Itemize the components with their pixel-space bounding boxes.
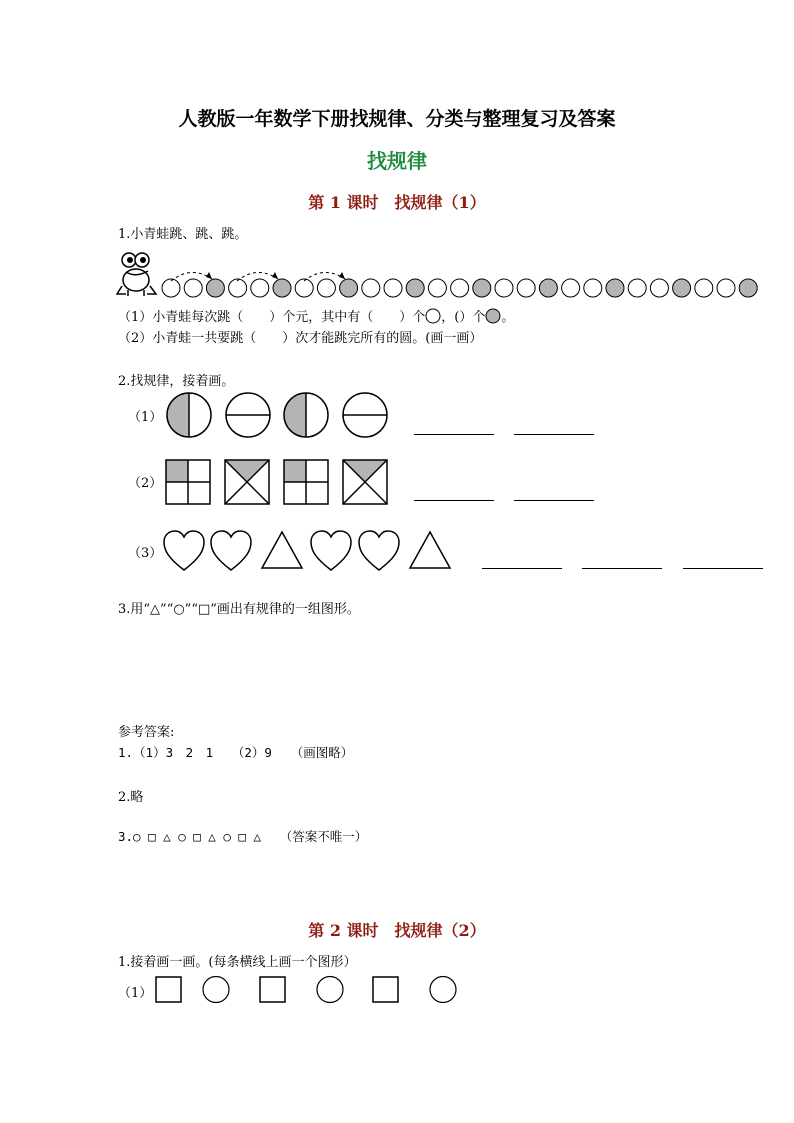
white-circle bbox=[184, 279, 202, 297]
white-circle bbox=[628, 279, 646, 297]
circle-icon bbox=[317, 977, 343, 1003]
white-circle bbox=[495, 279, 513, 297]
lesson-2-heading: 第 2 课时 找规律（2） bbox=[308, 921, 486, 940]
half-filled-circle-icon bbox=[284, 393, 328, 437]
gray-circle bbox=[606, 279, 624, 297]
row-2-label: （2） bbox=[128, 476, 163, 491]
heart-icon bbox=[359, 531, 399, 570]
white-circle bbox=[451, 279, 469, 297]
answer-line[interactable] bbox=[683, 568, 763, 569]
gray-circle-icon bbox=[485, 308, 501, 324]
answers-heading: 参考答案: bbox=[118, 725, 175, 740]
diagonal-square-icon bbox=[343, 460, 387, 504]
question-3-prompt: 3.用“△”“○”“□”画出有规律的一组图形。 bbox=[118, 602, 360, 617]
diagonal-square-icon bbox=[225, 460, 269, 504]
white-circle bbox=[362, 279, 380, 297]
heart-icon bbox=[164, 531, 204, 570]
question-2-prompt: 2.找规律，接着画。 bbox=[118, 374, 235, 389]
gray-circle bbox=[406, 279, 424, 297]
row-3-label: （3） bbox=[128, 546, 163, 561]
document-title: 人教版一年数学下册找规律、分类与整理复习及答案 bbox=[178, 108, 616, 130]
circle-row bbox=[0, 262, 794, 304]
question-1-sub-2: （2）小青蛙一共要跳（ ）次才能跳完所有的圆。(画一画） bbox=[118, 331, 483, 346]
white-circle bbox=[650, 279, 668, 297]
white-circle bbox=[695, 279, 713, 297]
square-icon bbox=[373, 977, 398, 1002]
pattern-row-2 bbox=[160, 456, 400, 508]
lesson-2-row-1-label: （1） bbox=[118, 986, 153, 1001]
answer-3: 3.○ □ △ ○ □ △ ○ □ △ （答案不唯一） bbox=[118, 829, 368, 844]
white-circle bbox=[717, 279, 735, 297]
square-icon bbox=[260, 977, 285, 1002]
row-1-label: （1） bbox=[128, 410, 163, 425]
white-circle bbox=[517, 279, 535, 297]
heart-icon bbox=[311, 531, 351, 570]
white-circle bbox=[584, 279, 602, 297]
white-circle bbox=[295, 279, 313, 297]
pattern-row-1 bbox=[160, 390, 400, 440]
lesson-2-question-1-prompt: 1.接着画一画。(每条横线上画一个图形） bbox=[118, 955, 357, 970]
quartered-square-icon bbox=[284, 460, 328, 504]
white-circle-icon bbox=[425, 308, 441, 324]
answer-line[interactable] bbox=[414, 434, 494, 435]
gray-circle bbox=[273, 279, 291, 297]
white-circle bbox=[428, 279, 446, 297]
split-circle-icon bbox=[343, 393, 387, 437]
white-circle bbox=[562, 279, 580, 297]
sub-1-text-c: 。 bbox=[501, 310, 515, 325]
white-circle bbox=[384, 279, 402, 297]
sub-1-text-b: ，(）个 bbox=[441, 310, 486, 325]
circle-icon bbox=[203, 977, 229, 1003]
heart-icon bbox=[211, 531, 251, 570]
question-1-prompt: 1.小青蛙跳、跳、跳。 bbox=[118, 227, 248, 242]
answer-2: 2.略 bbox=[118, 790, 144, 805]
quartered-square-icon bbox=[166, 460, 210, 504]
triangle-icon bbox=[262, 532, 302, 568]
white-circle bbox=[251, 279, 269, 297]
sub-1-text-a: （1）小青蛙每次跳（ ）个元，其中有（ ）个 bbox=[118, 310, 426, 325]
answer-line[interactable] bbox=[514, 500, 594, 501]
square-icon bbox=[156, 977, 181, 1002]
gray-circle bbox=[539, 279, 557, 297]
circle-icon bbox=[430, 977, 456, 1003]
answer-1: 1.（1）3 2 1 （2）9 （画图略） bbox=[118, 745, 354, 760]
half-filled-circle-icon bbox=[167, 393, 211, 437]
gray-circle bbox=[673, 279, 691, 297]
gray-circle bbox=[739, 279, 757, 297]
answer-line[interactable] bbox=[582, 568, 662, 569]
question-1-sub-1 bbox=[118, 306, 514, 325]
pattern-row-3 bbox=[160, 528, 460, 574]
white-circle bbox=[229, 279, 247, 297]
gray-circle bbox=[340, 279, 358, 297]
lesson-2-pattern-row bbox=[150, 974, 470, 1006]
white-circle bbox=[317, 279, 335, 297]
triangle-icon bbox=[410, 532, 450, 568]
answer-line[interactable] bbox=[514, 434, 594, 435]
answer-line[interactable] bbox=[482, 568, 562, 569]
lesson-1-heading: 第 1 课时 找规律（1） bbox=[308, 193, 486, 212]
gray-circle bbox=[206, 279, 224, 297]
section-title: 找规律 bbox=[367, 149, 427, 173]
split-circle-icon bbox=[226, 393, 270, 437]
gray-circle bbox=[473, 279, 491, 297]
white-circle bbox=[162, 279, 180, 297]
answer-line[interactable] bbox=[414, 500, 494, 501]
